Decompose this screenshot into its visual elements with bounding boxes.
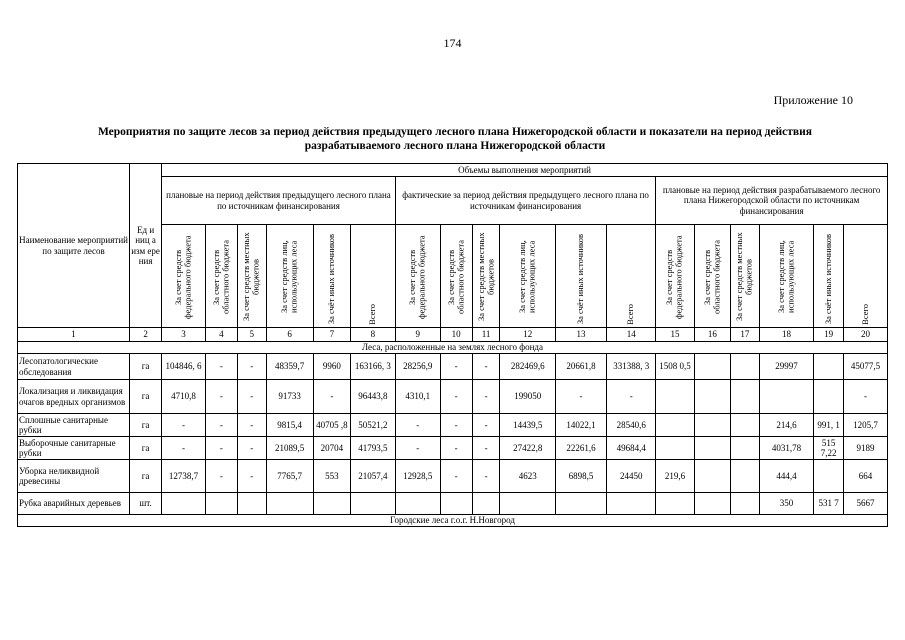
column-number: 19: [814, 328, 844, 342]
row-value: 24450: [607, 460, 656, 493]
header-subcolumn-label: За счет средств лиц, использующих леса: [517, 240, 537, 313]
row-value: [162, 493, 206, 515]
row-value: -: [607, 380, 656, 414]
row-value: 350: [759, 493, 813, 515]
header-subcolumn: [395, 225, 440, 328]
column-number: 7: [313, 328, 350, 342]
row-value: -: [472, 437, 500, 460]
header-subcolumn-label: Всего: [625, 303, 636, 325]
header-subcolumn-label: За счёт иных источников: [822, 234, 833, 325]
row-name: Уборка неликвидной древесины: [18, 460, 130, 493]
row-value: 199050: [500, 380, 556, 414]
header-subcolumn: [472, 225, 500, 328]
column-number: 9: [395, 328, 440, 342]
row-value: 214,6: [759, 414, 813, 437]
row-value: [266, 493, 313, 515]
row-value: -: [205, 460, 237, 493]
row-name: Рубка аварийных деревьев: [18, 493, 130, 515]
column-number: 1: [18, 328, 130, 342]
row-value: -: [205, 414, 237, 437]
table-row: [18, 380, 888, 414]
column-number: 13: [555, 328, 606, 342]
row-value: 12738,7: [162, 460, 206, 493]
row-value: 21057,4: [351, 460, 396, 493]
row-unit: га: [130, 460, 162, 493]
table-row: [18, 460, 888, 493]
row-unit: га: [130, 354, 162, 380]
header-subcolumn: [440, 225, 472, 328]
row-value: [237, 493, 266, 515]
header-subcolumn-label: За счет средств лиц, использующих леса: [776, 240, 796, 313]
row-value: [814, 380, 844, 414]
row-value: 4623: [500, 460, 556, 493]
column-number: 12: [500, 328, 556, 342]
appendix-label: Приложение 10: [773, 93, 853, 107]
row-value: [694, 493, 730, 515]
row-value: 6898,5: [555, 460, 606, 493]
column-number: 14: [607, 328, 656, 342]
row-value: 20661,8: [555, 354, 606, 380]
row-name: Лесопатологические обследования: [18, 354, 130, 380]
header-group-planned-new: плановые на период действия разрабатываемого лесного плана Нижегородской области по источникам финансирования: [656, 177, 888, 225]
row-value: 40705 ,8: [313, 414, 350, 437]
row-unit: га: [130, 380, 162, 414]
row-value: -: [237, 380, 266, 414]
row-value: [656, 380, 694, 414]
column-number: 18: [759, 328, 813, 342]
row-value: 91733: [266, 380, 313, 414]
row-value: 331388, 3: [607, 354, 656, 380]
table-row: [18, 437, 888, 460]
row-value: -: [237, 414, 266, 437]
row-value: -: [205, 437, 237, 460]
row-value: 219,6: [656, 460, 694, 493]
row-value: -: [440, 414, 472, 437]
row-value: [500, 493, 556, 515]
header-subcolumn-label: За счёт иных источников: [575, 234, 586, 325]
row-value: 49684,4: [607, 437, 656, 460]
row-value: [730, 414, 759, 437]
row-value: [730, 354, 759, 380]
header-subcolumn: [351, 225, 396, 328]
header-subcolumn: [313, 225, 350, 328]
row-value: -: [472, 414, 500, 437]
column-number: 2: [130, 328, 162, 342]
row-value: 45077,5: [844, 354, 888, 380]
row-value: 29997: [759, 354, 813, 380]
row-value: 9960: [313, 354, 350, 380]
column-number: 20: [844, 328, 888, 342]
row-value: -: [162, 414, 206, 437]
header-subcolumn-label: За счёт иных источников: [326, 234, 337, 325]
header-subcolumn-label: За счет средств местных бюджетов: [475, 232, 496, 321]
header-subcolumn-label: За счет средств федерального бюджета: [172, 234, 193, 319]
row-name: Сплошные санитарные рубки: [18, 414, 130, 437]
row-value: 22261,6: [555, 437, 606, 460]
header-unit: Ед и ниц а изм ере ния: [130, 164, 162, 328]
row-value: 553: [313, 460, 350, 493]
row-value: [730, 493, 759, 515]
row-value: 1508 0,5: [656, 354, 694, 380]
column-number: 11: [472, 328, 500, 342]
row-value: -: [472, 380, 500, 414]
row-value: [694, 437, 730, 460]
row-value: 28256,9: [395, 354, 440, 380]
column-number: 5: [237, 328, 266, 342]
measures-table: [17, 163, 888, 527]
row-value: [694, 460, 730, 493]
header-subcolumn: [555, 225, 606, 328]
section-forest-fund: Леса, расположенные на землях лесного фонда: [18, 342, 888, 354]
column-number: 15: [656, 328, 694, 342]
table-row: [18, 493, 888, 515]
row-value: -: [162, 437, 206, 460]
row-value: 664: [844, 460, 888, 493]
header-subcolumn: [237, 225, 266, 328]
row-value: [759, 380, 813, 414]
row-value: 48359,7: [266, 354, 313, 380]
row-value: 96443,8: [351, 380, 396, 414]
header-subcolumn-label: За счет средств областного бюджета: [445, 239, 466, 314]
row-value: [694, 354, 730, 380]
row-value: 14022,1: [555, 414, 606, 437]
header-subcolumn: [759, 225, 813, 328]
row-value: -: [205, 354, 237, 380]
row-value: [656, 414, 694, 437]
header-volumes: Объемы выполнения мероприятий: [162, 164, 888, 177]
row-value: [814, 460, 844, 493]
row-value: 28540,6: [607, 414, 656, 437]
column-number: 3: [162, 328, 206, 342]
row-value: -: [440, 380, 472, 414]
header-subcolumn-label: За счет средств федерального бюджета: [407, 234, 427, 319]
header-subcolumn-label: За счет средств областного бюджета: [701, 239, 722, 314]
row-value: -: [237, 354, 266, 380]
header-subcolumn-label: За счет средств областного бюджета: [210, 239, 231, 314]
row-value: 515 7,22: [814, 437, 844, 460]
row-unit: шт.: [130, 493, 162, 515]
header-subcolumn-label: За счет средств федерального бюджета: [664, 234, 684, 319]
row-value: 444,4: [759, 460, 813, 493]
column-number: 16: [694, 328, 730, 342]
column-number: 10: [440, 328, 472, 342]
row-value: [472, 493, 500, 515]
row-value: [440, 493, 472, 515]
header-subcolumn-label: Всего: [367, 303, 378, 325]
row-value: [730, 380, 759, 414]
row-value: -: [472, 460, 500, 493]
header-subcolumn: [656, 225, 694, 328]
row-value: -: [440, 460, 472, 493]
table-title: Мероприятия по защите лесов за период действия предыдущего лесного плана Нижегородской области и показатели на период действия разрабатываемого лесного плана Нижегородской области: [97, 126, 812, 152]
header-subcolumn-label: За счет средств лиц, использующих леса: [279, 240, 299, 313]
row-value: [656, 493, 694, 515]
row-value: 7765,7: [266, 460, 313, 493]
row-value: [656, 437, 694, 460]
header-subcolumn-label: За счет средств местных бюджетов: [241, 232, 261, 321]
column-number: 4: [205, 328, 237, 342]
column-number: 17: [730, 328, 759, 342]
row-value: [814, 354, 844, 380]
row-value: 41793,5: [351, 437, 396, 460]
row-value: -: [237, 460, 266, 493]
header-subcolumn: [607, 225, 656, 328]
row-value: 104846, 6: [162, 354, 206, 380]
row-unit: га: [130, 437, 162, 460]
row-value: 14439,5: [500, 414, 556, 437]
row-value: -: [395, 437, 440, 460]
header-subcolumn: [205, 225, 237, 328]
header-subcolumn: [814, 225, 844, 328]
row-value: -: [205, 380, 237, 414]
row-value: [730, 437, 759, 460]
row-value: 27422,8: [500, 437, 556, 460]
header-subcolumn: [730, 225, 759, 328]
header-subcolumn: [500, 225, 556, 328]
row-value: 9189: [844, 437, 888, 460]
table-row: [18, 354, 888, 380]
row-value: -: [844, 380, 888, 414]
header-group-planned-prev: плановые на период действия предыдущего лесного плана по источникам финансирования: [162, 177, 396, 225]
header-name: Наименование мероприятий по защите лесов: [18, 164, 130, 328]
row-value: 531 7: [814, 493, 844, 515]
row-name: Локализация и ликвидация очагов вредных организмов: [18, 380, 130, 414]
header-subcolumn: [844, 225, 888, 328]
row-value: 4031,78: [759, 437, 813, 460]
header-subcolumn-label: За счет средств местных бюджетов: [734, 232, 754, 321]
row-value: 5667: [844, 493, 888, 515]
section-city-forests: Городские леса г.о.г. Н.Новгород: [18, 515, 888, 527]
header-subcolumn-label: Всего: [859, 303, 870, 325]
row-value: [694, 380, 730, 414]
row-value: 20704: [313, 437, 350, 460]
row-name: Выборочные санитарные рубки: [18, 437, 130, 460]
row-value: [607, 493, 656, 515]
row-value: 12928,5: [395, 460, 440, 493]
row-value: -: [440, 437, 472, 460]
row-value: [313, 493, 350, 515]
row-value: 4710,8: [162, 380, 206, 414]
row-value: 50521,2: [351, 414, 396, 437]
header-subcolumn: [162, 225, 206, 328]
row-value: 21089,5: [266, 437, 313, 460]
row-value: [555, 493, 606, 515]
row-value: [351, 493, 396, 515]
header-subcolumn: [266, 225, 313, 328]
page-number: 174: [443, 36, 462, 50]
row-value: -: [555, 380, 606, 414]
row-value: 1205,7: [844, 414, 888, 437]
row-value: -: [313, 380, 350, 414]
row-value: 991, 1: [814, 414, 844, 437]
row-value: [205, 493, 237, 515]
row-value: [694, 414, 730, 437]
row-value: -: [472, 354, 500, 380]
row-unit: га: [130, 414, 162, 437]
header-group-actual-prev: фактические за период действия предыдущего лесного плана по источникам финансирования: [395, 177, 655, 225]
row-value: 163166, 3: [351, 354, 396, 380]
row-value: -: [237, 437, 266, 460]
row-value: 4310,1: [395, 380, 440, 414]
column-number: 6: [266, 328, 313, 342]
row-value: [730, 460, 759, 493]
row-value: -: [395, 414, 440, 437]
column-number: 8: [351, 328, 396, 342]
row-value: 9815,4: [266, 414, 313, 437]
row-value: [395, 493, 440, 515]
row-value: -: [440, 354, 472, 380]
table-row: [18, 414, 888, 437]
header-subcolumn: [694, 225, 730, 328]
row-value: 282469,6: [500, 354, 556, 380]
